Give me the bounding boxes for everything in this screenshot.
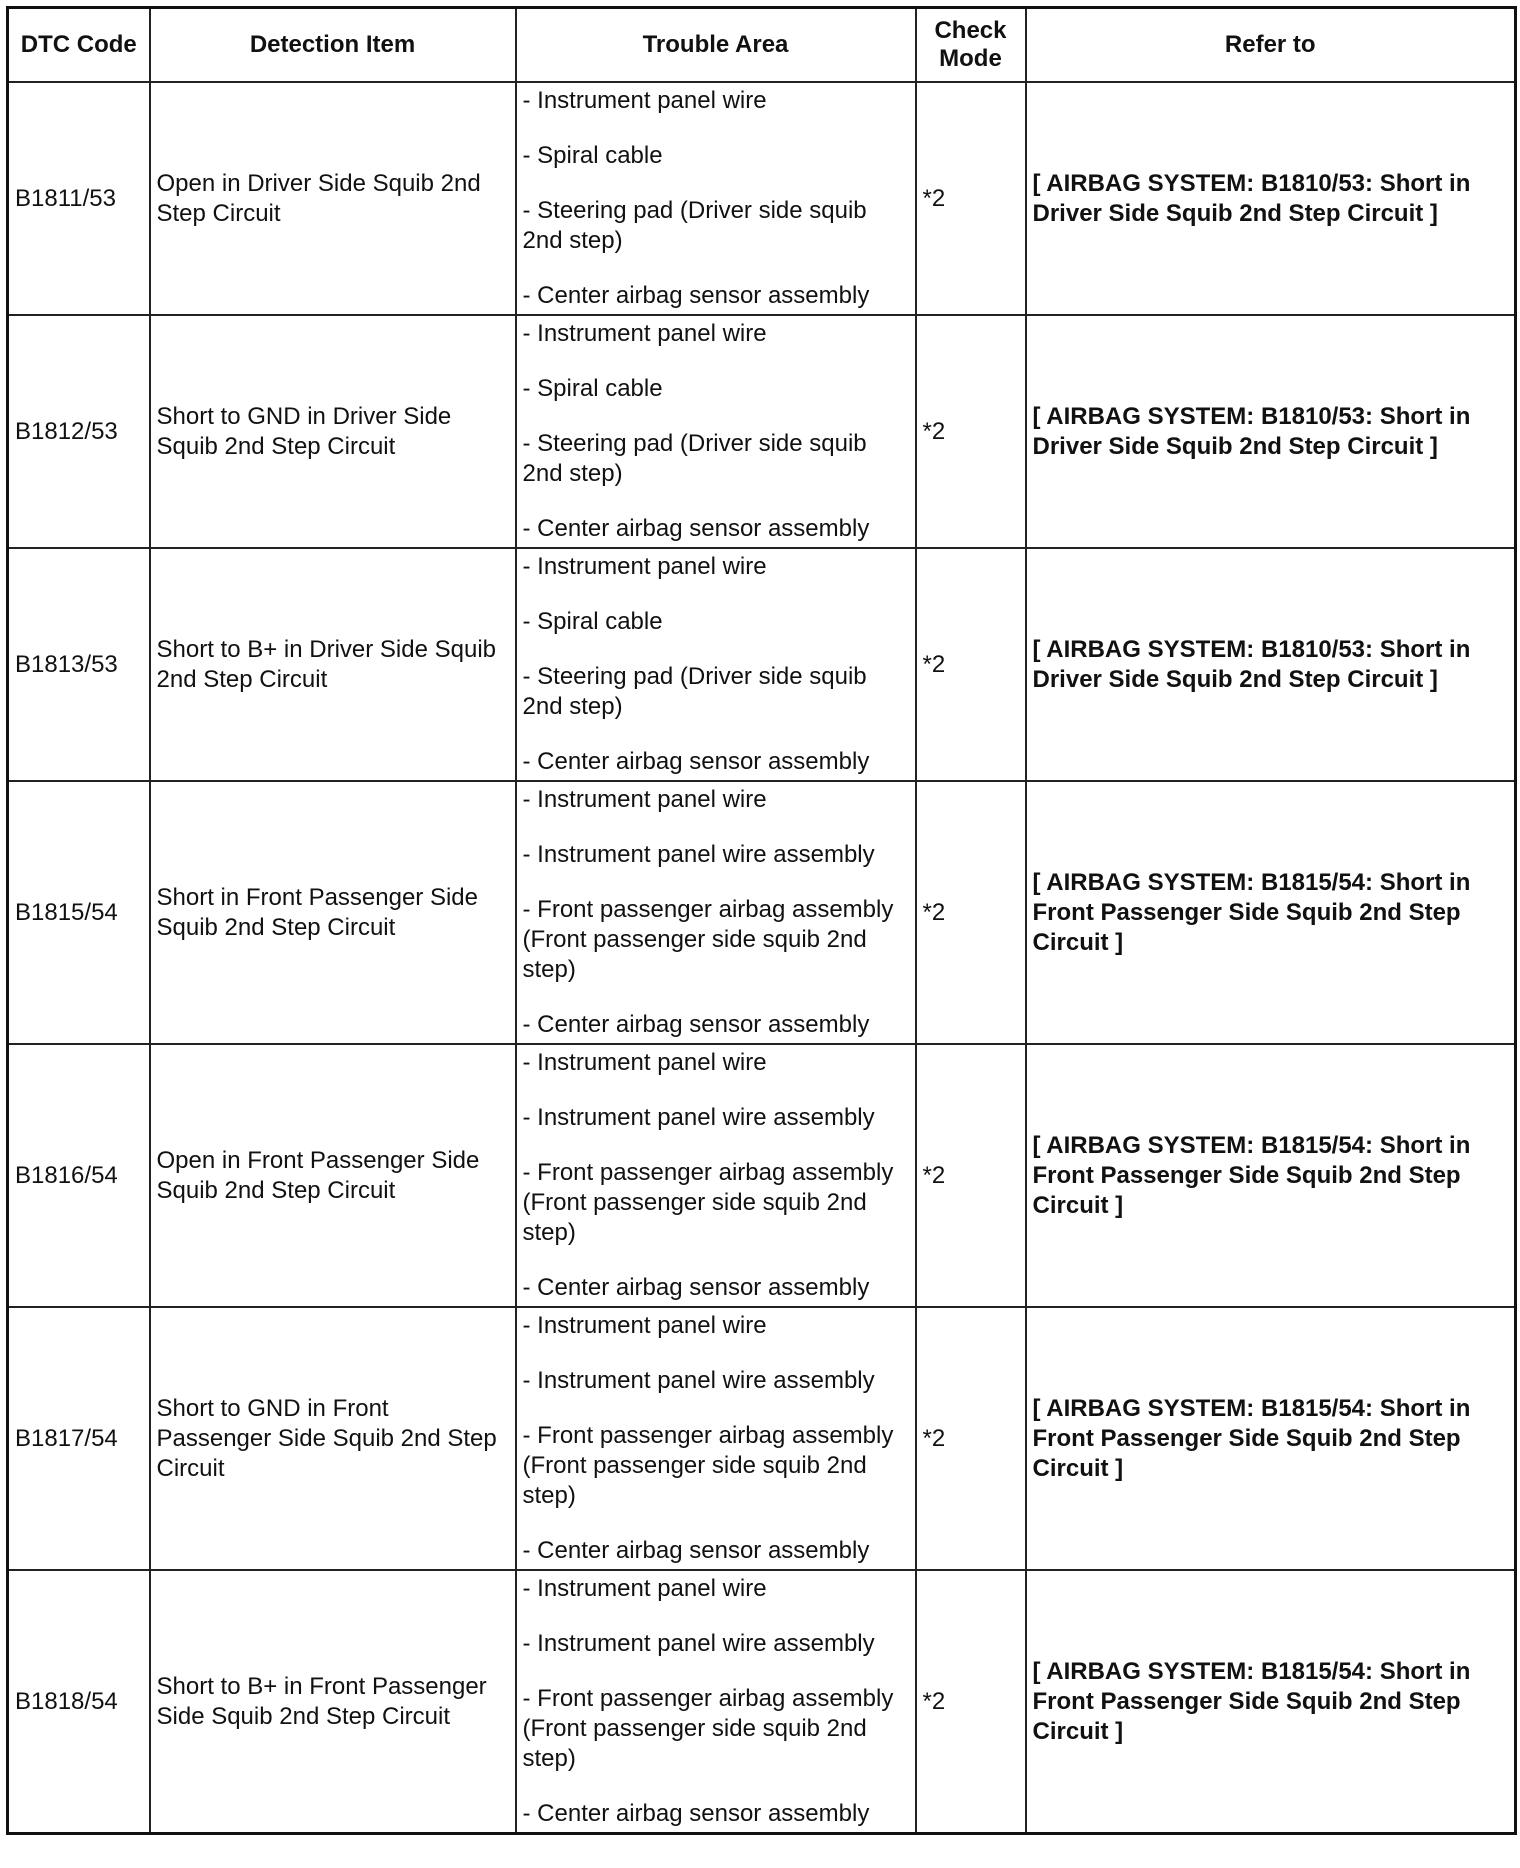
trouble-area-item: - Spiral cable [522, 142, 663, 169]
dtc-code-cell: B1812/53 [8, 315, 150, 548]
refer-to-link[interactable]: [ AIRBAG SYSTEM: B1815/54: Short in Front Passenger Side Squib 2nd Step Circuit ] [1026, 1570, 1516, 1834]
trouble-area-item: - Instrument panel wire [522, 1575, 767, 1602]
trouble-area-cell [516, 548, 916, 781]
detection-item-cell: Open in Driver Side Squib 2nd Step Circuit [150, 82, 516, 315]
trouble-area-item: - Instrument panel wire [522, 1049, 767, 1076]
detection-item-cell: Short to GND in Front Passenger Side Squib 2nd Step Circuit [150, 1307, 516, 1570]
trouble-area-item: - Steering pad (Driver side squib 2nd step) [522, 430, 867, 487]
trouble-area-item: - Center airbag sensor assembly [522, 1537, 870, 1564]
trouble-area-item: - Instrument panel wire [522, 786, 767, 813]
check-mode-cell: *2 [916, 781, 1026, 1044]
trouble-area-item: - Instrument panel wire assembly [522, 1104, 875, 1131]
trouble-area-cell [516, 1044, 916, 1307]
trouble-area-item: - Center airbag sensor assembly [522, 1011, 870, 1038]
trouble-area-item: - Instrument panel wire [522, 553, 767, 580]
dtc-code-cell: B1816/54 [8, 1044, 150, 1307]
trouble-area-item: - Front passenger airbag assembly (Front passenger side squib 2nd step) [522, 896, 894, 983]
detection-item-cell: Short to GND in Driver Side Squib 2nd Step Circuit [150, 315, 516, 548]
table-row [8, 781, 1516, 1044]
trouble-area-item: - Spiral cable [522, 608, 663, 635]
trouble-area-item: - Spiral cable [522, 375, 663, 402]
table-row [8, 1570, 1516, 1834]
header-trouble-area: Trouble Area [516, 8, 916, 83]
trouble-area-item: - Center airbag sensor assembly [522, 1800, 870, 1827]
detection-item-cell: Short in Front Passenger Side Squib 2nd Step Circuit [150, 781, 516, 1044]
trouble-area-item: - Front passenger airbag assembly (Front passenger side squib 2nd step) [522, 1159, 894, 1246]
trouble-area-item: - Instrument panel wire [522, 87, 767, 114]
table-row [8, 548, 1516, 781]
trouble-area-item: - Steering pad (Driver side squib 2nd step) [522, 197, 867, 254]
refer-to-link[interactable]: [ AIRBAG SYSTEM: B1815/54: Short in Front Passenger Side Squib 2nd Step Circuit ] [1026, 1307, 1516, 1570]
refer-to-link[interactable]: [ AIRBAG SYSTEM: B1810/53: Short in Driver Side Squib 2nd Step Circuit ] [1026, 315, 1516, 548]
dtc-code-cell: B1817/54 [8, 1307, 150, 1570]
check-mode-cell: *2 [916, 1044, 1026, 1307]
check-mode-cell: *2 [916, 315, 1026, 548]
trouble-area-cell [516, 1570, 916, 1834]
detection-item-cell: Short to B+ in Driver Side Squib 2nd Step Circuit [150, 548, 516, 781]
dtc-table-container [6, 6, 1517, 1835]
refer-to-link[interactable]: [ AIRBAG SYSTEM: B1815/54: Short in Front Passenger Side Squib 2nd Step Circuit ] [1026, 1044, 1516, 1307]
trouble-area-cell [516, 315, 916, 548]
header-detection-item: Detection Item [150, 8, 516, 83]
dtc-code-cell: B1815/54 [8, 781, 150, 1044]
trouble-area-item: - Front passenger airbag assembly (Front passenger side squib 2nd step) [522, 1422, 894, 1509]
dtc-code-cell: B1813/53 [8, 548, 150, 781]
trouble-area-item: - Center airbag sensor assembly [522, 1274, 870, 1301]
table-row [8, 315, 1516, 548]
trouble-area-item: - Center airbag sensor assembly [522, 748, 870, 775]
trouble-area-cell [516, 1307, 916, 1570]
trouble-area-item: - Front passenger airbag assembly (Front passenger side squib 2nd step) [522, 1685, 894, 1772]
header-dtc-code: DTC Code [8, 8, 150, 83]
refer-to-link[interactable]: [ AIRBAG SYSTEM: B1810/53: Short in Driver Side Squib 2nd Step Circuit ] [1026, 548, 1516, 781]
refer-to-link[interactable]: [ AIRBAG SYSTEM: B1815/54: Short in Front Passenger Side Squib 2nd Step Circuit ] [1026, 781, 1516, 1044]
trouble-area-item: - Steering pad (Driver side squib 2nd step) [522, 663, 867, 720]
table-row [8, 82, 1516, 315]
trouble-area-cell [516, 82, 916, 315]
trouble-area-item: - Center airbag sensor assembly [522, 515, 870, 542]
dtc-code-cell: B1811/53 [8, 82, 150, 315]
trouble-area-item: - Center airbag sensor assembly [522, 282, 870, 309]
detection-item-cell: Open in Front Passenger Side Squib 2nd Step Circuit [150, 1044, 516, 1307]
trouble-area-item: - Instrument panel wire [522, 320, 767, 347]
trouble-area-item: - Instrument panel wire assembly [522, 1630, 875, 1657]
dtc-code-cell: B1818/54 [8, 1570, 150, 1834]
header-check-mode: Check Mode [916, 8, 1026, 83]
table-row [8, 1307, 1516, 1570]
check-mode-cell: *2 [916, 1307, 1026, 1570]
trouble-area-item: - Instrument panel wire assembly [522, 841, 875, 868]
refer-to-link[interactable]: [ AIRBAG SYSTEM: B1810/53: Short in Driver Side Squib 2nd Step Circuit ] [1026, 82, 1516, 315]
detection-item-cell: Short to B+ in Front Passenger Side Squib 2nd Step Circuit [150, 1570, 516, 1834]
check-mode-cell: *2 [916, 82, 1026, 315]
dtc-table [6, 6, 1517, 1835]
trouble-area-item: - Instrument panel wire [522, 1312, 767, 1339]
header-row [8, 8, 1516, 83]
check-mode-cell: *2 [916, 548, 1026, 781]
trouble-area-item: - Instrument panel wire assembly [522, 1367, 875, 1394]
check-mode-cell: *2 [916, 1570, 1026, 1834]
header-refer-to: Refer to [1026, 8, 1516, 83]
trouble-area-cell [516, 781, 916, 1044]
table-row [8, 1044, 1516, 1307]
